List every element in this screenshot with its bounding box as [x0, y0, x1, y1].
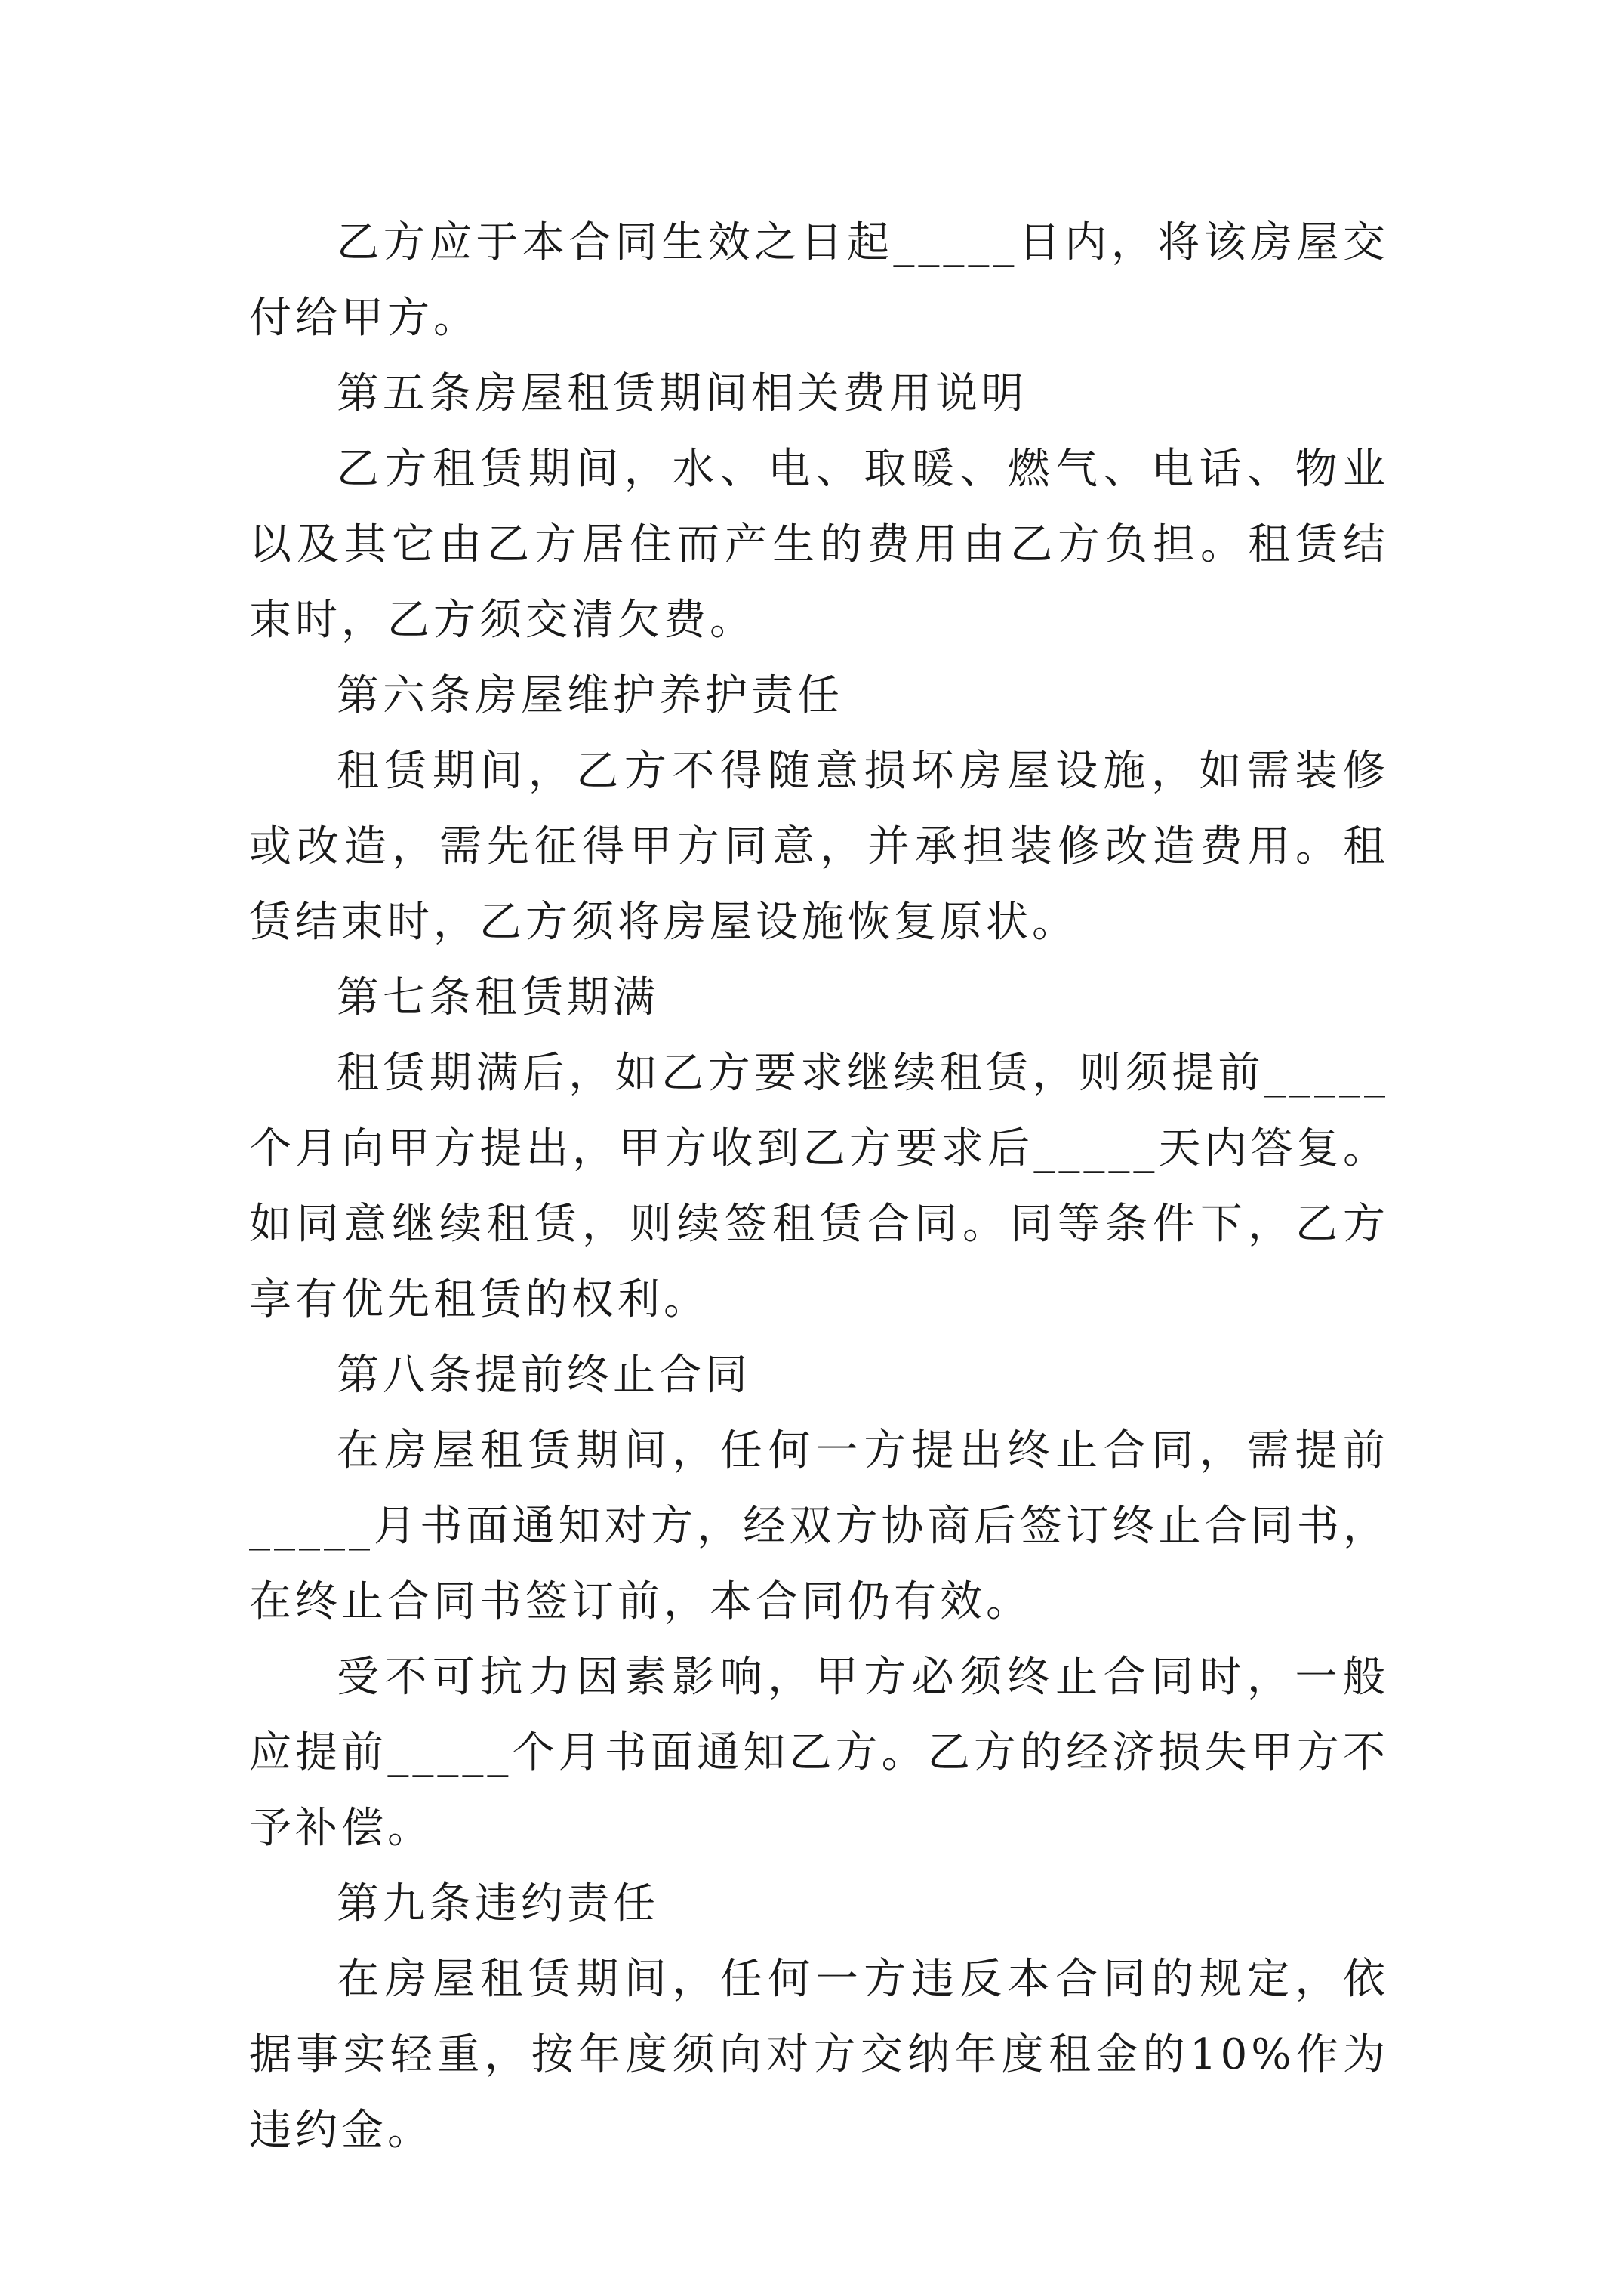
paragraph-early-termination: 在房屋租赁期间，任何一方提出终止合同，需提前_____月书面通知对方，经双方协商后签订终止合同书，在终止合同书签订前，本合同仍有效。 [249, 1426, 1389, 1626]
paragraph-breach: 在房屋租赁期间，任何一方违反本合同的规定，依据事实轻重，按年度须向对方交纳年度租金的10%作为违约金。 [249, 1955, 1389, 2155]
document-body [249, 205, 1389, 2168]
article-7-heading: 第七条租赁期满 [337, 973, 659, 1022]
article-5-heading: 第五条房屋租赁期间相关费用说明 [337, 369, 1027, 418]
article-8-heading: 第八条提前终止合同 [337, 1351, 751, 1400]
paragraph-force-majeure: 受不可抗力因素影响，甲方必须终止合同时，一般应提前_____个月书面通知乙方。乙方的经济损失甲方不予补偿。 [249, 1653, 1389, 1853]
article-9-heading: 第九条违约责任 [337, 1879, 659, 1928]
paragraph-maintenance: 租赁期间，乙方不得随意损坏房屋设施，如需装修或改造，需先征得甲方同意，并承担装修改造费用。租赁结束时，乙方须将房屋设施恢复原状。 [249, 747, 1389, 947]
paragraph-expenses: 乙方租赁期间，水、电、取暖、燃气、电话、物业以及其它由乙方居住而产生的费用由乙方负担。租赁结束时，乙方须交清欠费。 [249, 445, 1389, 645]
paragraph-lease-expiry: 租赁期满后，如乙方要求继续租赁，则须提前_____个月向甲方提出，甲方收到乙方要求后_____天内答复。如同意继续租赁，则续签租赁合同。同等条件下，乙方享有优先租赁的权利。 [249, 1049, 1389, 1324]
paragraph-delivery: 乙方应于本合同生效之日起_____日内，将该房屋交付给甲方。 [249, 218, 1389, 343]
article-6-heading: 第六条房屋维护养护责任 [337, 671, 843, 720]
